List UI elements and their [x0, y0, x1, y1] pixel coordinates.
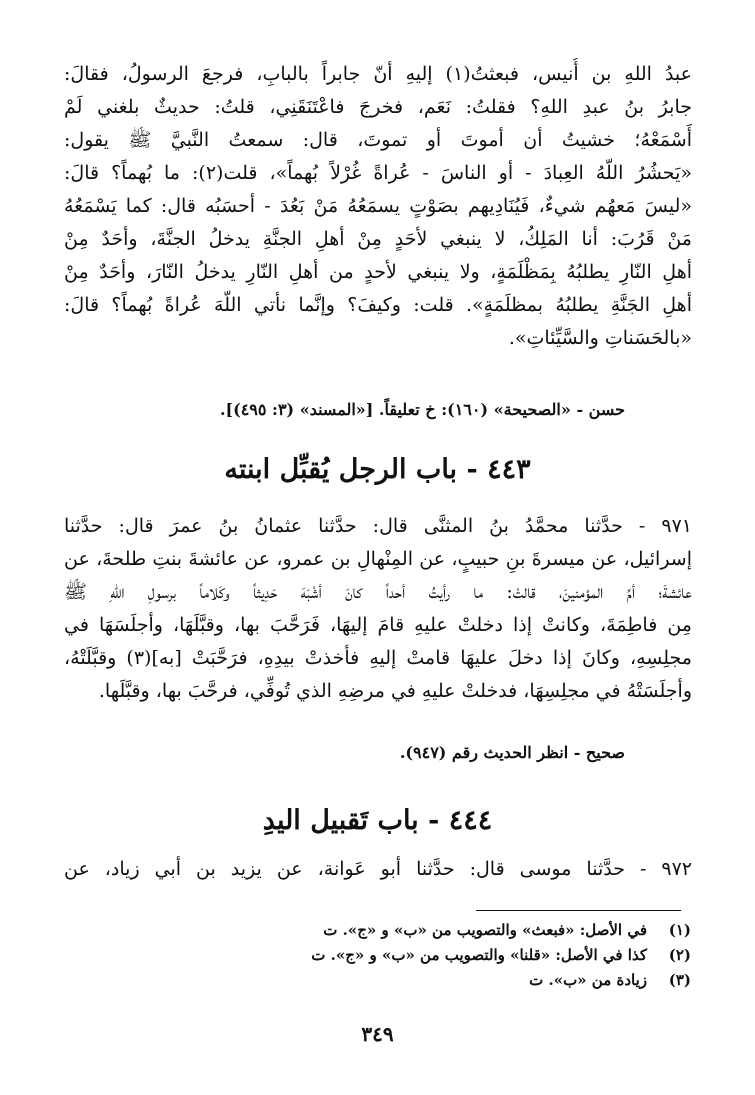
footnotes — [131, 918, 691, 993]
chapter-443-heading: ٤٤٣ - باب الرجل يُقبِّل ابنته — [224, 454, 531, 485]
text-line: ٩٧٢ - حدَّثنا موسى قال: حدَّثنا أبو عَوانة، عن يزيد بن أبي زياد، عن — [64, 858, 692, 880]
text-line: ٩٧١ - حدَّثنا محمَّدُ بنُ المثنَّى قال: حدَّثنا عثمانُ بنُ عمرَ قال: حدَّثنا — [64, 515, 692, 537]
hadith-970-continuation — [64, 58, 692, 355]
footnote-number: (٢) — [668, 946, 691, 964]
footnote-text: زيادة من «ب». ت — [529, 971, 647, 989]
text-line: «ليسَ مَعهُم شيءٌ، فَيُنَادِيهم بصَوْتٍ يسمَعُهُ مَنْ بَعُدَ - أحسَبُه قال: كما يَسْمَعُهُ — [64, 195, 692, 217]
hadith-970-grading: حسن - «الصحيحة» (١٦٠): خ تعليقاً. [«المسند» (٣: ٤٩٥)]. — [219, 400, 625, 419]
footnote-number: (٣) — [668, 971, 691, 989]
text-line: «بالحَسَناتِ والسَّيِّئاتِ». — [508, 327, 692, 349]
text-line: عائشةَ؛ أمِّ المؤمنينَ، قالتْ: ما رأيتُ أحداً كانَ أشْبَهَ حَدِيثاً وكَلاماً برسولِ اللّهِ ﷺ — [64, 581, 692, 603]
footnote-number: (١) — [668, 921, 691, 939]
text-line: مجلِسِهِ، وكانَ إذا دخلَ عليهَا قامتْ إليهِ فأخذتْ بيدِهِ، فرَحَّبَتْ [به](٣) وقبَّلَتْهُ، — [64, 647, 692, 669]
text-line: جابرُ بنُ عبدِ اللهِ؟ فقلتُ: نَعَم، فخرجَ فاعْتَنَقَنِي، قلتُ: حديثٌ بلغني لَمْ — [64, 96, 692, 118]
text-line: عبدُ اللهِ بن أُنيس، فبعثتُ(١) إليهِ أنّ جابراً بالبابِ، فرجعَ الرسولُ، فقالَ: — [64, 63, 692, 85]
footnote — [131, 943, 691, 968]
footnote-divider — [476, 910, 681, 911]
footnote — [131, 918, 691, 943]
text-line: أهلِ الجَنَّةِ يطلبُهُ بمظلَمَةٍ». قلت: وكيفَ؟ وإنَّما نأتي اللّهَ عُراةً بُهماً؟ قالَ: — [64, 294, 692, 316]
page-number: ٣٤٩ — [361, 1022, 394, 1046]
text-line: مِن فاطِمَةَ، وكانتْ إذا دخلتْ عليهِ قامَ إليهَا، فَرَحَّبَ بها، وقبَّلَهَا، وأجلَسَهَا في — [64, 614, 692, 636]
text-line: وأجلَسَتْهُ في مجلِسِهَا، فدخلتْ عليهِ في مرضِهِ الذي تُوفِّي، فرحَّبَ بها، وقبَّلَها. — [98, 680, 692, 702]
hadith-971-grading: صحيح - انظر الحديث رقم (٩٤٧). — [399, 743, 625, 762]
text-line: أهلِ النّارِ يطلبُهُ بِمَظْلَمَةٍ، ولا ينبغي لأحدٍ من أهلِ النّارِ يدخلُ النّارَ، وأحَدٌ مِنْ — [64, 261, 692, 283]
text-line: «يَحشُرُ اللّهُ العِبادَ - أو الناسَ - عُراةً غُرْلاً بُهماً»، قلت(٢): ما بُهماً؟ قالَ: — [64, 162, 692, 184]
hadith-972 — [64, 853, 692, 886]
footnote-text: كذا في الأصل: «قلنا» والتصويب من «ب» و «ج». ت — [311, 946, 647, 964]
footnote-text: في الأصل: «فبعث» والتصويب من «ب» و «ج». ت — [323, 921, 647, 939]
text-line: أَسْمَعْهُ؛ خشيتُ أن أموتَ أو تموتَ، قال: سمعتُ النَّبيَّ ﷺ يقول: — [64, 129, 692, 151]
footnote — [131, 968, 691, 993]
chapter-444-heading: ٤٤٤ - باب تَقبيل اليدِ — [262, 805, 493, 836]
hadith-971 — [64, 510, 692, 708]
text-line: إسرائيل، عن ميسرةَ بنِ حبيبٍ، عن المِنْهالِ بن عمرو، عن عائشةَ بنتِ طلحةَ، عن — [64, 548, 692, 570]
text-line: مَنْ قَرُبَ: أنا المَلِكُ، لا ينبغي لأحَدٍ مِنْ أهلِ الجنَّةِ يدخلُ الجنَّةَ، وأحَدٌ مِنْ — [64, 228, 692, 250]
